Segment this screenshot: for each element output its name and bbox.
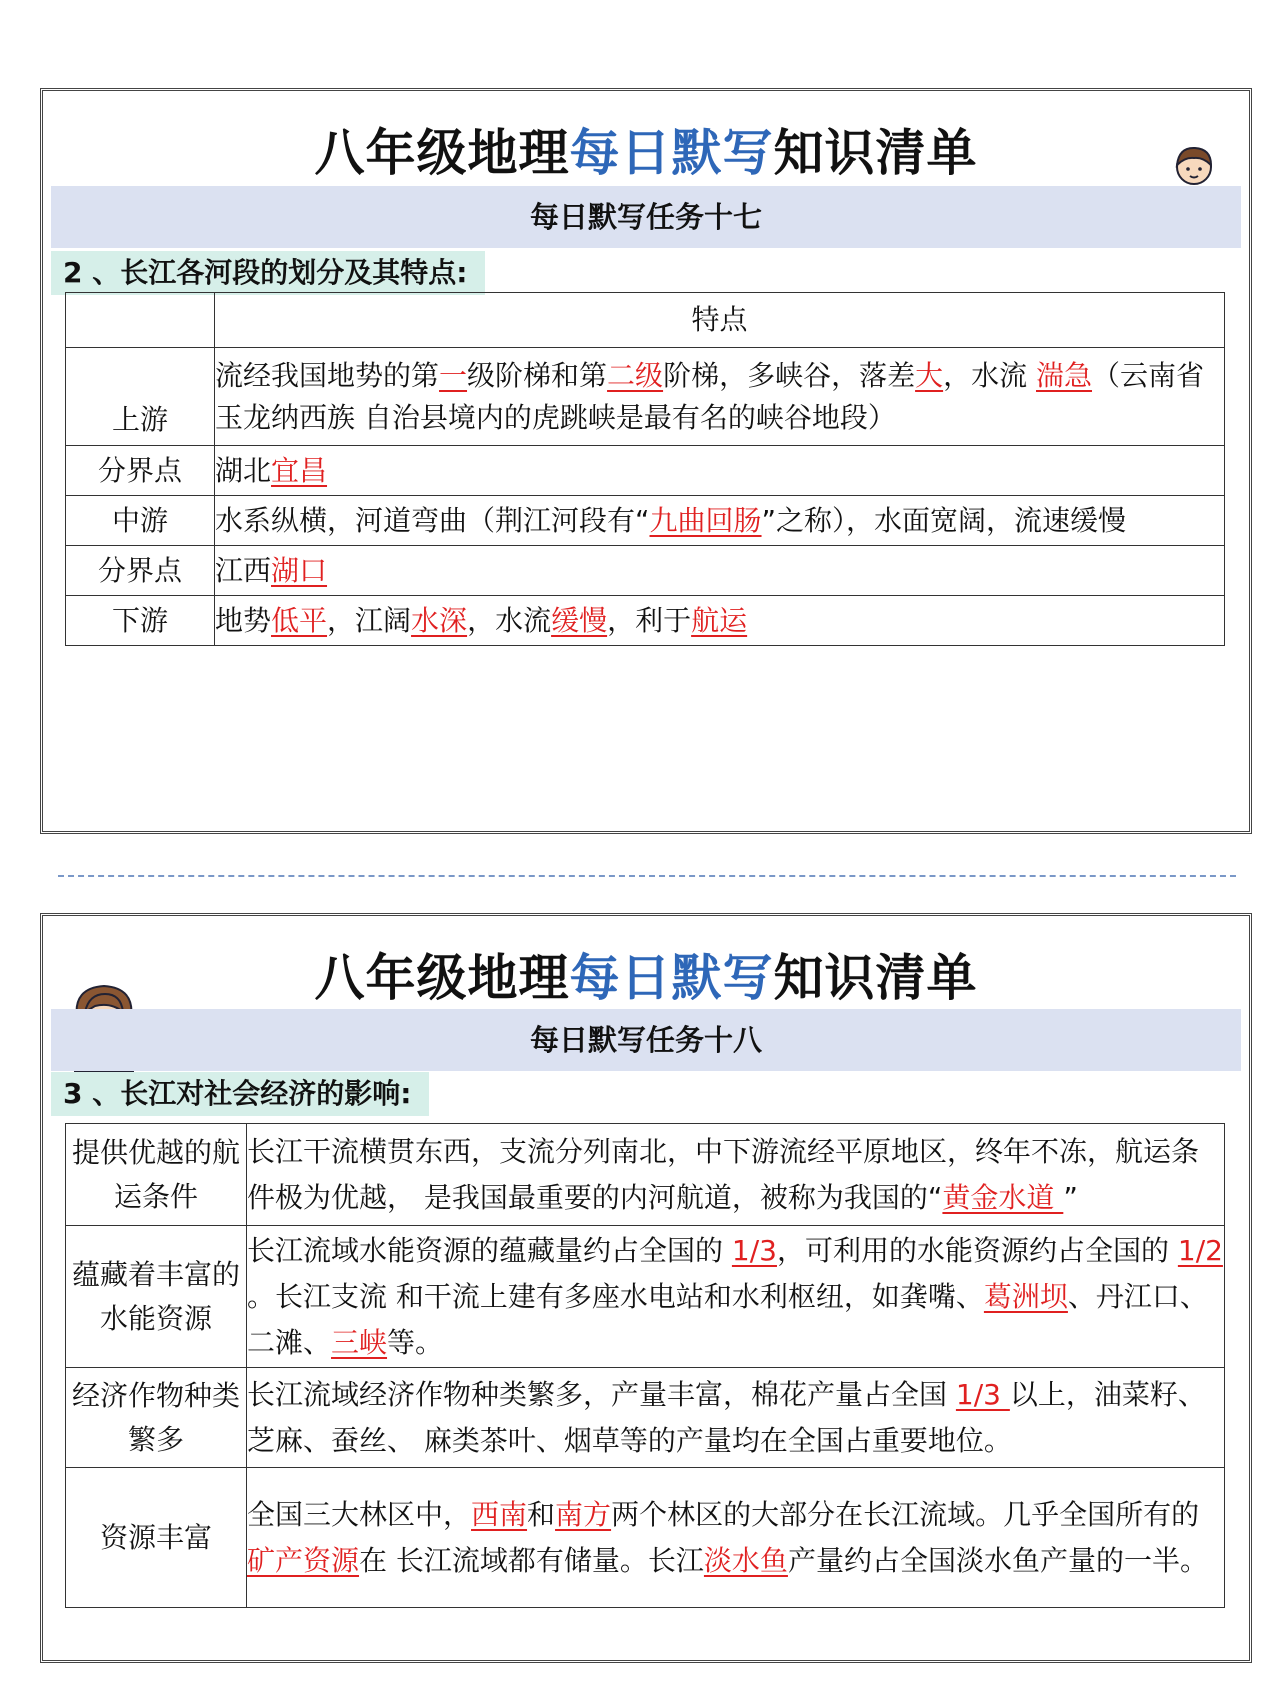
row-label: 资源丰富 — [66, 1468, 247, 1608]
task-banner: 每日默写任务十八 — [51, 1009, 1241, 1071]
row-label: 分界点 — [66, 546, 215, 596]
row-label: 上游 — [66, 348, 215, 446]
row-label: 经济作物种类繁多 — [66, 1368, 247, 1468]
row-feature: 湖北宜昌 — [215, 446, 1225, 496]
card-task-18 — [40, 913, 1252, 1663]
economic-impact-table — [65, 1123, 1225, 1608]
row-feature: 地势低平，江阔水深，水流缓慢，利于航运 — [215, 596, 1225, 646]
row-feature: 流经我国地势的第一级阶梯和第二级阶梯，多峡谷，落差大，水流 湍急（云南省玉龙纳西族 自治县境内的虎跳峡是最有名的峡谷地段） — [215, 348, 1225, 446]
section-heading: 2 、长江各河段的划分及其特点: — [51, 251, 485, 295]
section-heading: 3 、长江对社会经济的影响: — [51, 1072, 429, 1116]
table-row — [66, 1468, 1225, 1608]
page-title: 八年级地理每日默写知识清单 — [314, 124, 978, 182]
task-banner: 每日默写任务十七 — [51, 186, 1241, 248]
table-row — [66, 1226, 1225, 1368]
table-row — [66, 446, 1225, 496]
row-content: 长江干流横贯东西，支流分列南北，中下游流经平原地区，终年不冻，航运条件极为优越， 是我国最重要的内河航道，被称为我国的“黄金水道 ” — [247, 1124, 1225, 1226]
section-divider — [58, 875, 1236, 877]
row-content: 全国三大林区中，西南和南方两个林区的大部分在长江流域。几乎全国所有的矿产资源在 长江流域都有储量。长江淡水鱼产量约占全国淡水鱼产量的一半。 — [247, 1468, 1225, 1608]
page-title: 八年级地理每日默写知识清单 — [314, 949, 978, 1007]
row-content: 长江流域经济作物种类繁多，产量丰富，棉花产量占全国 1/3 以上，油菜籽、芝麻、蚕丝、 麻类茶叶、烟草等的产量均在全国占重要地位。 — [247, 1368, 1225, 1468]
river-segments-table — [65, 292, 1225, 646]
table-row — [66, 348, 1225, 446]
table-row — [66, 1368, 1225, 1468]
table-header-empty — [66, 293, 215, 348]
row-feature: 江西湖口 — [215, 546, 1225, 596]
card-task-17 — [40, 88, 1252, 834]
row-label: 蕴藏着丰富的水能资源 — [66, 1226, 247, 1368]
table-row — [66, 1124, 1225, 1226]
row-label: 提供优越的航运条件 — [66, 1124, 247, 1226]
table-row — [66, 546, 1225, 596]
row-label: 分界点 — [66, 446, 215, 496]
table-row — [66, 496, 1225, 546]
row-feature: 水系纵横，河道弯曲（荆江河段有“九曲回肠”之称），水面宽阔，流速缓慢 — [215, 496, 1225, 546]
row-content: 长江流域水能资源的蕴藏量约占全国的 1/3，可利用的水能资源约占全国的 1/2 。长江支流 和干流上建有多座水电站和水利枢纽，如龚嘴、葛洲坝、丹江口、二滩、三峡等。 — [247, 1226, 1225, 1368]
table-row — [66, 596, 1225, 646]
table-header-row — [66, 293, 1225, 348]
row-label: 中游 — [66, 496, 215, 546]
row-label: 下游 — [66, 596, 215, 646]
table-header-feature: 特点 — [215, 293, 1225, 348]
